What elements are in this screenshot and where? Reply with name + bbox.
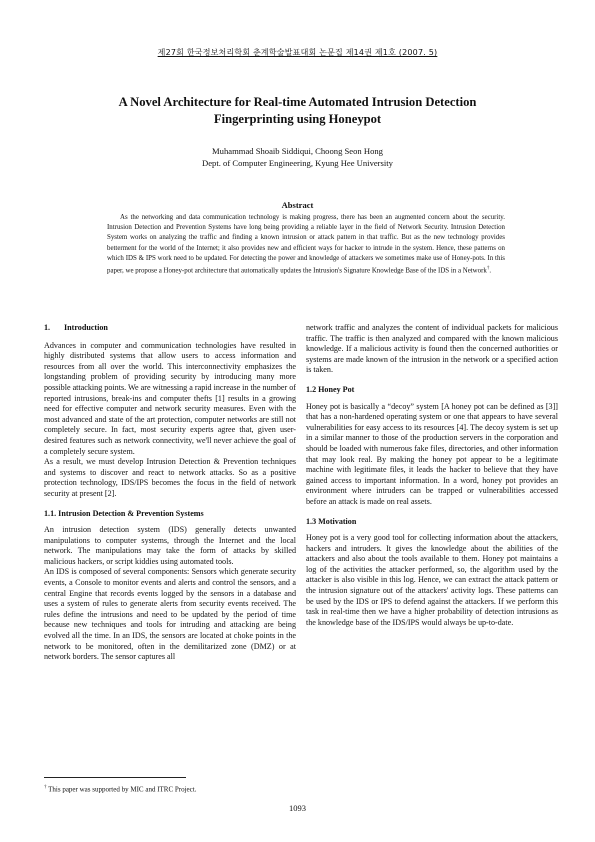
footnote-mark: † xyxy=(44,785,47,790)
abstract-text xyxy=(107,213,505,277)
ids-paragraph-1: An intrusion detection system (IDS) generally detects unwanted manipulations to computer systems, through the Internet and the local network. The manipulations may take the form of attacks by skilled malicious hackers, or script kiddies using automated tools. xyxy=(44,525,296,566)
journal-header-text: 제27회 한국정보처리학회 춘계학술발표대회 논문집 제14권 제1호 (2007. 5) xyxy=(157,48,438,57)
footnote xyxy=(44,785,196,793)
left-column xyxy=(44,323,296,663)
footnote-text: This paper was supported by MIC and ITRC Project. xyxy=(48,785,197,794)
section-title: Introduction xyxy=(64,323,108,332)
footnote-divider xyxy=(44,777,186,778)
abstract-end: . xyxy=(489,267,492,275)
ids-paragraph-3: network traffic and analyzes the content of individual packets for malicious traffic. The traffic is then analyzed and compared with the known malicious knowledge. If a malicious activity is found then the concerned authorities or systems are made known of the intrusion in the network or a specified action is taken. xyxy=(306,323,558,375)
author-names: Muhammad Shoaib Siddiqui, Choong Seon Hong xyxy=(212,146,383,156)
motivation-paragraph: Honey pot is a very good tool for collecting information about the attackers, hackers and intruders. It gives the knowledge about the abilities of the attackers and also about the tools available to them. Honey pot maintains a log of the activities the attacker performed, so, the algorithm used by the attacker is also visible in this log. Hence, we can extract the attack pattern or the intrusion signature out of the attackers' activity logs. These patterns can be used by the IDS or IPS to defend against the attackers. If we perform this task in real-time then we have a higher probability of detection intrusions as the knowledge base of the IDS/IPS would always be up-to-date. xyxy=(306,533,558,627)
subsection-heading-ids-ips: 1.1. Intrusion Detection & Prevention Systems xyxy=(44,508,204,518)
journal-header xyxy=(0,47,595,58)
title-line-1: A Novel Architecture for Real-time Automated Intrusion Detection xyxy=(118,95,477,109)
author-affiliation: Dept. of Computer Engineering, Kyung Hee University xyxy=(202,158,393,168)
section-heading-introduction xyxy=(44,323,296,334)
title-line-2: Fingerprinting using Honeypot xyxy=(213,112,382,126)
abstract-heading: Abstract xyxy=(281,200,314,210)
right-column xyxy=(306,323,558,628)
abstract-body: As the networking and data communication technology is making progress, there has been an augmented concern about the security. Intrusion Detection and Prevention Systems have long being providing a reliable layer in the field of Network Security. Intrusion Detection System works on analyzing the traffic and finding a known intrusion or attack pattern in that traffic. But as the new technology provides betterment for the world of the Internet; it also provides new and efficient ways for hacker to intrude in the system. Hence, these patterns on which IDS & IPS work need to be updated. For detecting the power and knowledge of attackers we sometimes make use of Honey-pots. In this paper, we propose a Honey-pot architecture that automatically updates the Intrusion's Signature Knowledge Base of the IDS in a Network xyxy=(107,214,505,275)
page-number: 1093 xyxy=(289,803,306,813)
author-block xyxy=(60,145,535,169)
intro-paragraph-1: Advances in computer and communication technologies have resulted in highly distributed systems that allow users to access information and resources from all over the world. This interconnectivity emphasizes the longstanding problem of providing security by introducing many more possible attacking points. We are witnessing a rapid increase in the number of reported intrusions, break-ins and computer thefts [1] results in a growing need for effective computer and network security measures. Even with the most advanced and state of the art protection, computer networks are still not completely secure. In fact, most security experts agree that, given user-desired features such as network connectivity, we'll never achieve the goal of a completely secure system. xyxy=(44,340,296,456)
intro-paragraph-2: As a result, we must develop Intrusion Detection & Prevention techniques and systems to discover and react to network attacks. So as a positive protection technology, IDS/IPS becomes the focus in the field of network security at present [2]. xyxy=(44,457,296,498)
subsection-heading-honey-pot: 1.2 Honey Pot xyxy=(306,384,355,394)
ids-paragraph-2: An IDS is composed of several components: Sensors which generate security events, a Console to monitor events and alerts and control the sensors, and a central Engine that records events logged by the sensors in a database and uses a system of rules to generate alerts from security events received. The rules define the intrusions and need to be updated by the period of time because new techniques and tools for intruding and attacking are being evolved all the time. In an IDS, the sensors are located at choke points in the network to be monitored, often in the demilitarized zone (DMZ) or at network borders. The sensor captures all xyxy=(44,567,296,662)
paper-title xyxy=(60,94,535,128)
section-number: 1. xyxy=(44,323,51,332)
honeypot-paragraph: Honey pot is basically a “decoy” system [A honey pot can be defined as [3]] that has a non-hardened operating system or one that appears to have several vulnerabilities for easy access to its resources [4]. The decoy system is set up in a similar manner to those of the production servers in the corporation and should be loaded with numerous fake files, directories, and other information that may look real. By making the honey pot appear to be a legitimate machine with legitimate files, it leads the hacker to believe that they have gained access to important information. In a word, honey pot provides an environment where intruders can be trapped or vulnerabilities accessed before an attack is made on real assets. xyxy=(306,401,558,506)
abstract-footnote-mark: † xyxy=(486,266,490,272)
subsection-heading-motivation: 1.3 Motivation xyxy=(306,516,357,526)
